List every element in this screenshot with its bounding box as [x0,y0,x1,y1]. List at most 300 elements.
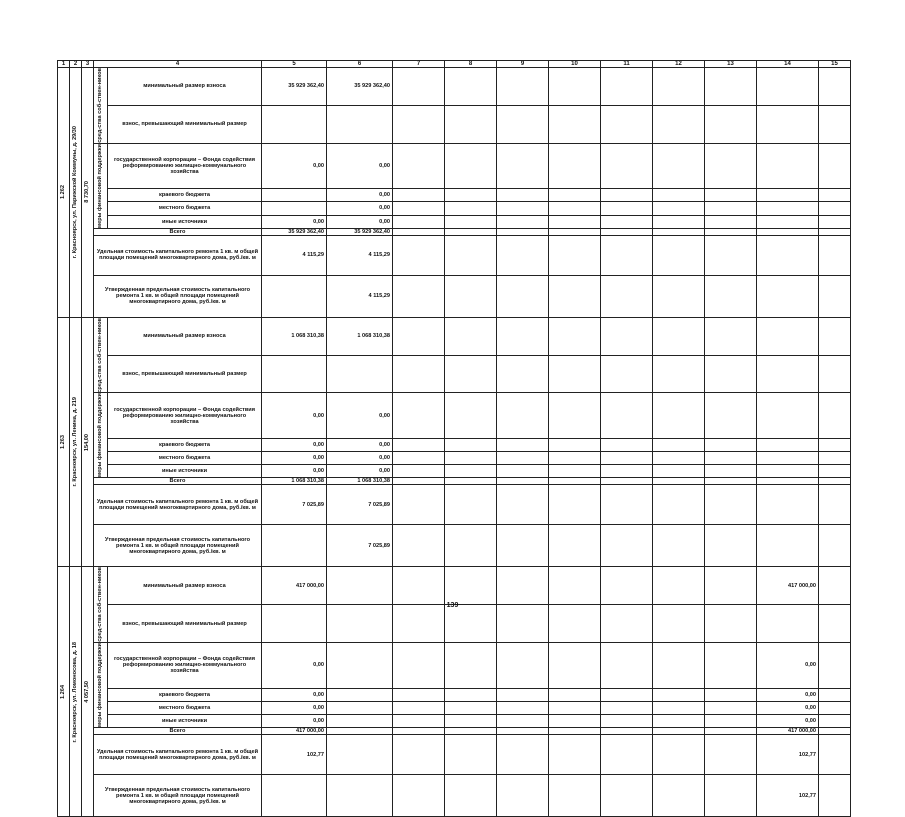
value-col-5 [262,775,327,817]
value-col-9 [497,228,549,235]
value-col-15 [819,605,851,643]
support-measures-label-text: меры финансовой поддержки [97,393,103,478]
value-col-11 [601,202,653,215]
value-col-8 [445,728,497,735]
value-col-12 [653,525,705,567]
value-col-15 [819,688,851,701]
value-col-7 [393,728,445,735]
value-col-9 [497,317,549,355]
value-col-14 [757,317,819,355]
value-col-13 [705,228,757,235]
value-col-6: 7 025,89 [327,485,393,525]
value-col-12 [653,605,705,643]
value-col-10 [549,215,601,228]
table-row [58,189,851,202]
row-label-kray: краевого бюджета [108,189,262,202]
block-address [70,317,82,567]
value-col-8 [445,355,497,393]
value-col-8 [445,438,497,451]
value-col-12 [653,485,705,525]
value-col-11 [601,355,653,393]
value-col-11 [601,775,653,817]
table-row [58,438,851,451]
value-col-12 [653,728,705,735]
value-col-11 [601,605,653,643]
value-col-5: 0,00 [262,393,327,438]
value-col-10 [549,728,601,735]
value-col-5 [262,202,327,215]
value-col-7 [393,688,445,701]
header-cell-2: 2 [70,61,82,68]
budget-table-sheet [57,60,838,817]
value-col-6: 0,00 [327,465,393,478]
value-col-6: 0,00 [327,438,393,451]
value-col-9 [497,525,549,567]
value-col-13 [705,68,757,106]
value-col-11 [601,485,653,525]
table-row [58,355,851,393]
header-cell-15: 15 [819,61,851,68]
value-col-9 [497,202,549,215]
table-row [58,525,851,567]
row-label-total: Всего [94,728,262,735]
value-col-5: 0,00 [262,438,327,451]
value-col-14: 0,00 [757,714,819,727]
value-col-13 [705,393,757,438]
value-col-13 [705,567,757,605]
value-col-8 [445,714,497,727]
value-col-7 [393,235,445,275]
value-col-8 [445,317,497,355]
value-col-11 [601,478,653,485]
value-col-8 [445,393,497,438]
value-col-8 [445,643,497,688]
row-label-mest: местного бюджета [108,452,262,465]
row-label-inye: иные источники [108,714,262,727]
value-col-12 [653,68,705,106]
value-col-11 [601,465,653,478]
value-col-7 [393,355,445,393]
value-col-12 [653,643,705,688]
value-col-7 [393,452,445,465]
row-label-udel: Удельная стоимость капитального ремонта 1 кв. м общей площади помещений многоквартирного дома, руб./кв. м [94,485,262,525]
value-col-14 [757,189,819,202]
value-col-10 [549,275,601,317]
value-col-7 [393,68,445,106]
value-col-10 [549,701,601,714]
value-col-5: 1 068 310,38 [262,317,327,355]
value-col-8 [445,189,497,202]
value-col-7 [393,714,445,727]
block-number-text: 1.262 [60,185,66,200]
value-col-11 [601,317,653,355]
value-col-7 [393,478,445,485]
value-col-9 [497,215,549,228]
value-col-14: 0,00 [757,688,819,701]
support-measures-label-text: меры финансовой поддержки [97,643,103,728]
row-label-excess: взнос, превышающий минимальный размер [108,605,262,643]
value-col-6: 0,00 [327,215,393,228]
value-col-15 [819,714,851,727]
value-col-13 [705,728,757,735]
value-col-12 [653,567,705,605]
header-cell-10: 10 [549,61,601,68]
value-col-8 [445,68,497,106]
value-col-13 [705,465,757,478]
value-col-9 [497,701,549,714]
table-row [58,393,851,438]
value-col-8 [445,105,497,143]
value-col-12 [653,735,705,775]
value-col-8 [445,465,497,478]
header-cell-13: 13 [705,61,757,68]
value-col-7 [393,605,445,643]
value-col-13 [705,714,757,727]
value-col-6 [327,728,393,735]
table-row [58,215,851,228]
value-col-5: 7 025,89 [262,485,327,525]
header-cell-8: 8 [445,61,497,68]
block-area [82,68,94,318]
owners-funds-label-text: сред-ства соб-ствен-ников [97,317,103,393]
value-col-5: 417 000,00 [262,728,327,735]
value-col-11 [601,567,653,605]
value-col-14: 0,00 [757,701,819,714]
value-col-15 [819,438,851,451]
value-col-5 [262,275,327,317]
value-col-13 [705,355,757,393]
header-cell-3: 3 [82,61,94,68]
row-label-min: минимальный размер взноса [108,567,262,605]
value-col-5: 1 068 310,38 [262,478,327,485]
value-col-15 [819,452,851,465]
value-col-8 [445,202,497,215]
header-cell-5: 5 [262,61,327,68]
value-col-14 [757,478,819,485]
value-col-12 [653,202,705,215]
value-col-12 [653,355,705,393]
value-col-8 [445,452,497,465]
table-row [58,478,851,485]
header-cell-1: 1 [58,61,70,68]
value-col-12 [653,189,705,202]
value-col-14: 0,00 [757,643,819,688]
row-label-gk: государственной корпорации – Фонда содействия реформированию жилищно-коммунального хозяйства [108,643,262,688]
value-col-14 [757,202,819,215]
value-col-12 [653,452,705,465]
value-col-7 [393,643,445,688]
header-cell-12: 12 [653,61,705,68]
value-col-5: 0,00 [262,465,327,478]
value-col-13 [705,105,757,143]
value-col-5: 4 115,29 [262,235,327,275]
value-col-12 [653,775,705,817]
value-col-6 [327,775,393,817]
value-col-12 [653,465,705,478]
value-col-12 [653,478,705,485]
value-col-15 [819,393,851,438]
value-col-10 [549,202,601,215]
owners-funds-label [94,68,108,144]
value-col-15 [819,68,851,106]
value-col-5: 0,00 [262,452,327,465]
value-col-13 [705,735,757,775]
value-col-15 [819,735,851,775]
table-row [58,485,851,525]
value-col-11 [601,105,653,143]
value-col-10 [549,714,601,727]
value-col-6 [327,605,393,643]
value-col-5: 0,00 [262,714,327,727]
value-col-15 [819,485,851,525]
block-number-text: 1.264 [60,684,66,699]
value-col-6: 35 929 362,40 [327,68,393,106]
value-col-10 [549,567,601,605]
support-measures-label [94,643,108,728]
header-cell-11: 11 [601,61,653,68]
value-col-6 [327,643,393,688]
value-col-10 [549,643,601,688]
capital-repair-table [57,60,851,817]
block-number [58,317,70,567]
table-row [58,235,851,275]
value-col-6 [327,714,393,727]
value-col-9 [497,105,549,143]
value-col-14 [757,485,819,525]
table-row [58,68,851,106]
table-row [58,688,851,701]
table-row [58,275,851,317]
value-col-8 [445,275,497,317]
value-col-8 [445,525,497,567]
value-col-11 [601,728,653,735]
value-col-11 [601,393,653,438]
value-col-14 [757,605,819,643]
value-col-6 [327,355,393,393]
header-cell-4: 4 [94,61,262,68]
value-col-9 [497,485,549,525]
value-col-13 [705,688,757,701]
table-row [58,775,851,817]
value-col-5: 0,00 [262,643,327,688]
value-col-9 [497,452,549,465]
value-col-9 [497,688,549,701]
value-col-10 [549,143,601,188]
table-row [58,701,851,714]
value-col-12 [653,317,705,355]
value-col-8 [445,143,497,188]
row-label-gk: государственной корпорации – Фонда содействия реформированию жилищно-коммунального хозяйства [108,143,262,188]
support-measures-label [94,393,108,478]
row-label-utv: Утвержденная предельная стоимость капитального ремонта 1 кв. м общей площади помещений многоквартирного дома, руб./кв. м [94,775,262,817]
value-col-9 [497,775,549,817]
value-col-12 [653,714,705,727]
value-col-12 [653,275,705,317]
row-label-inye: иные источники [108,465,262,478]
value-col-5 [262,105,327,143]
value-col-10 [549,189,601,202]
value-col-14 [757,525,819,567]
table-row [58,317,851,355]
value-col-7 [393,701,445,714]
value-col-11 [601,714,653,727]
value-col-13 [705,605,757,643]
value-col-11 [601,143,653,188]
row-label-utv: Утвержденная предельная стоимость капитального ремонта 1 кв. м общей площади помещений многоквартирного дома, руб./кв. м [94,525,262,567]
value-col-5: 0,00 [262,688,327,701]
table-row [58,228,851,235]
block-area [82,317,94,567]
value-col-7 [393,275,445,317]
block-area-text: 4 057,50 [84,680,90,703]
value-col-7 [393,189,445,202]
value-col-9 [497,189,549,202]
value-col-10 [549,355,601,393]
value-col-14 [757,275,819,317]
value-col-13 [705,525,757,567]
value-col-9 [497,143,549,188]
value-col-10 [549,235,601,275]
table-row [58,728,851,735]
value-col-9 [497,68,549,106]
row-label-mest: местного бюджета [108,202,262,215]
header-cell-7: 7 [393,61,445,68]
value-col-5 [262,605,327,643]
value-col-10 [549,775,601,817]
value-col-7 [393,775,445,817]
value-col-6: 7 025,89 [327,525,393,567]
value-col-10 [549,68,601,106]
value-col-11 [601,189,653,202]
table-row [58,105,851,143]
value-col-14 [757,68,819,106]
value-col-15 [819,478,851,485]
value-col-9 [497,235,549,275]
value-col-13 [705,317,757,355]
value-col-9 [497,355,549,393]
row-label-mest: местного бюджета [108,701,262,714]
value-col-7 [393,438,445,451]
block-number-text: 1.263 [60,435,66,450]
value-col-15 [819,235,851,275]
value-col-6: 4 115,29 [327,275,393,317]
value-col-6: 35 929 362,40 [327,228,393,235]
value-col-7 [393,228,445,235]
value-col-11 [601,701,653,714]
value-col-7 [393,735,445,775]
value-col-6 [327,567,393,605]
support-measures-label [94,143,108,228]
row-label-inye: иные источники [108,215,262,228]
value-col-9 [497,605,549,643]
value-col-11 [601,228,653,235]
value-col-10 [549,688,601,701]
value-col-9 [497,393,549,438]
value-col-14 [757,228,819,235]
value-col-8 [445,215,497,228]
row-label-kray: краевого бюджета [108,438,262,451]
value-col-6: 0,00 [327,202,393,215]
value-col-8 [445,228,497,235]
value-col-10 [549,465,601,478]
value-col-11 [601,643,653,688]
value-col-15 [819,701,851,714]
value-col-11 [601,735,653,775]
value-col-5: 35 929 362,40 [262,228,327,235]
value-col-11 [601,68,653,106]
value-col-15 [819,525,851,567]
value-col-14: 417 000,00 [757,728,819,735]
block-address-text: г. Красноярск, ул. Ломоносова, д. 18 [72,641,78,743]
value-col-15 [819,275,851,317]
header-row [58,61,851,68]
support-measures-label-text: меры финансовой поддержки [97,143,103,228]
value-col-7 [393,215,445,228]
row-label-total: Всего [94,478,262,485]
row-label-utv: Утвержденная предельная стоимость капитального ремонта 1 кв. м общей площади помещений многоквартирного дома, руб./кв. м [94,275,262,317]
value-col-9 [497,465,549,478]
value-col-13 [705,235,757,275]
value-col-12 [653,215,705,228]
value-col-5: 417 000,00 [262,567,327,605]
value-col-11 [601,235,653,275]
table-row [58,143,851,188]
value-col-9 [497,714,549,727]
value-col-5: 35 929 362,40 [262,68,327,106]
value-col-6: 1 068 310,38 [327,478,393,485]
value-col-15 [819,228,851,235]
value-col-14 [757,465,819,478]
value-col-13 [705,143,757,188]
value-col-6: 0,00 [327,143,393,188]
value-col-8 [445,235,497,275]
value-col-5: 0,00 [262,215,327,228]
table-row [58,605,851,643]
value-col-11 [601,688,653,701]
value-col-10 [549,317,601,355]
value-col-12 [653,228,705,235]
value-col-12 [653,105,705,143]
value-col-12 [653,438,705,451]
block-address-text: г. Красноярск, ул. Ленина, д. 219 [72,397,78,487]
value-col-15 [819,728,851,735]
value-col-14: 417 000,00 [757,567,819,605]
table-body [58,61,851,817]
value-col-15 [819,775,851,817]
value-col-7 [393,143,445,188]
value-col-8 [445,567,497,605]
table-row [58,465,851,478]
value-col-7 [393,567,445,605]
value-col-13 [705,775,757,817]
value-col-12 [653,143,705,188]
value-col-5 [262,189,327,202]
value-col-10 [549,393,601,438]
table-row [58,735,851,775]
block-area-text: 8 730,70 [84,181,90,204]
owners-funds-label-text: сред-ства соб-ствен-ников [97,68,103,143]
value-col-7 [393,317,445,355]
value-col-15 [819,202,851,215]
value-col-13 [705,202,757,215]
value-col-5: 0,00 [262,701,327,714]
owners-funds-label [94,317,108,393]
value-col-6: 0,00 [327,393,393,438]
header-cell-6: 6 [327,61,393,68]
value-col-11 [601,438,653,451]
value-col-9 [497,643,549,688]
value-col-8 [445,485,497,525]
